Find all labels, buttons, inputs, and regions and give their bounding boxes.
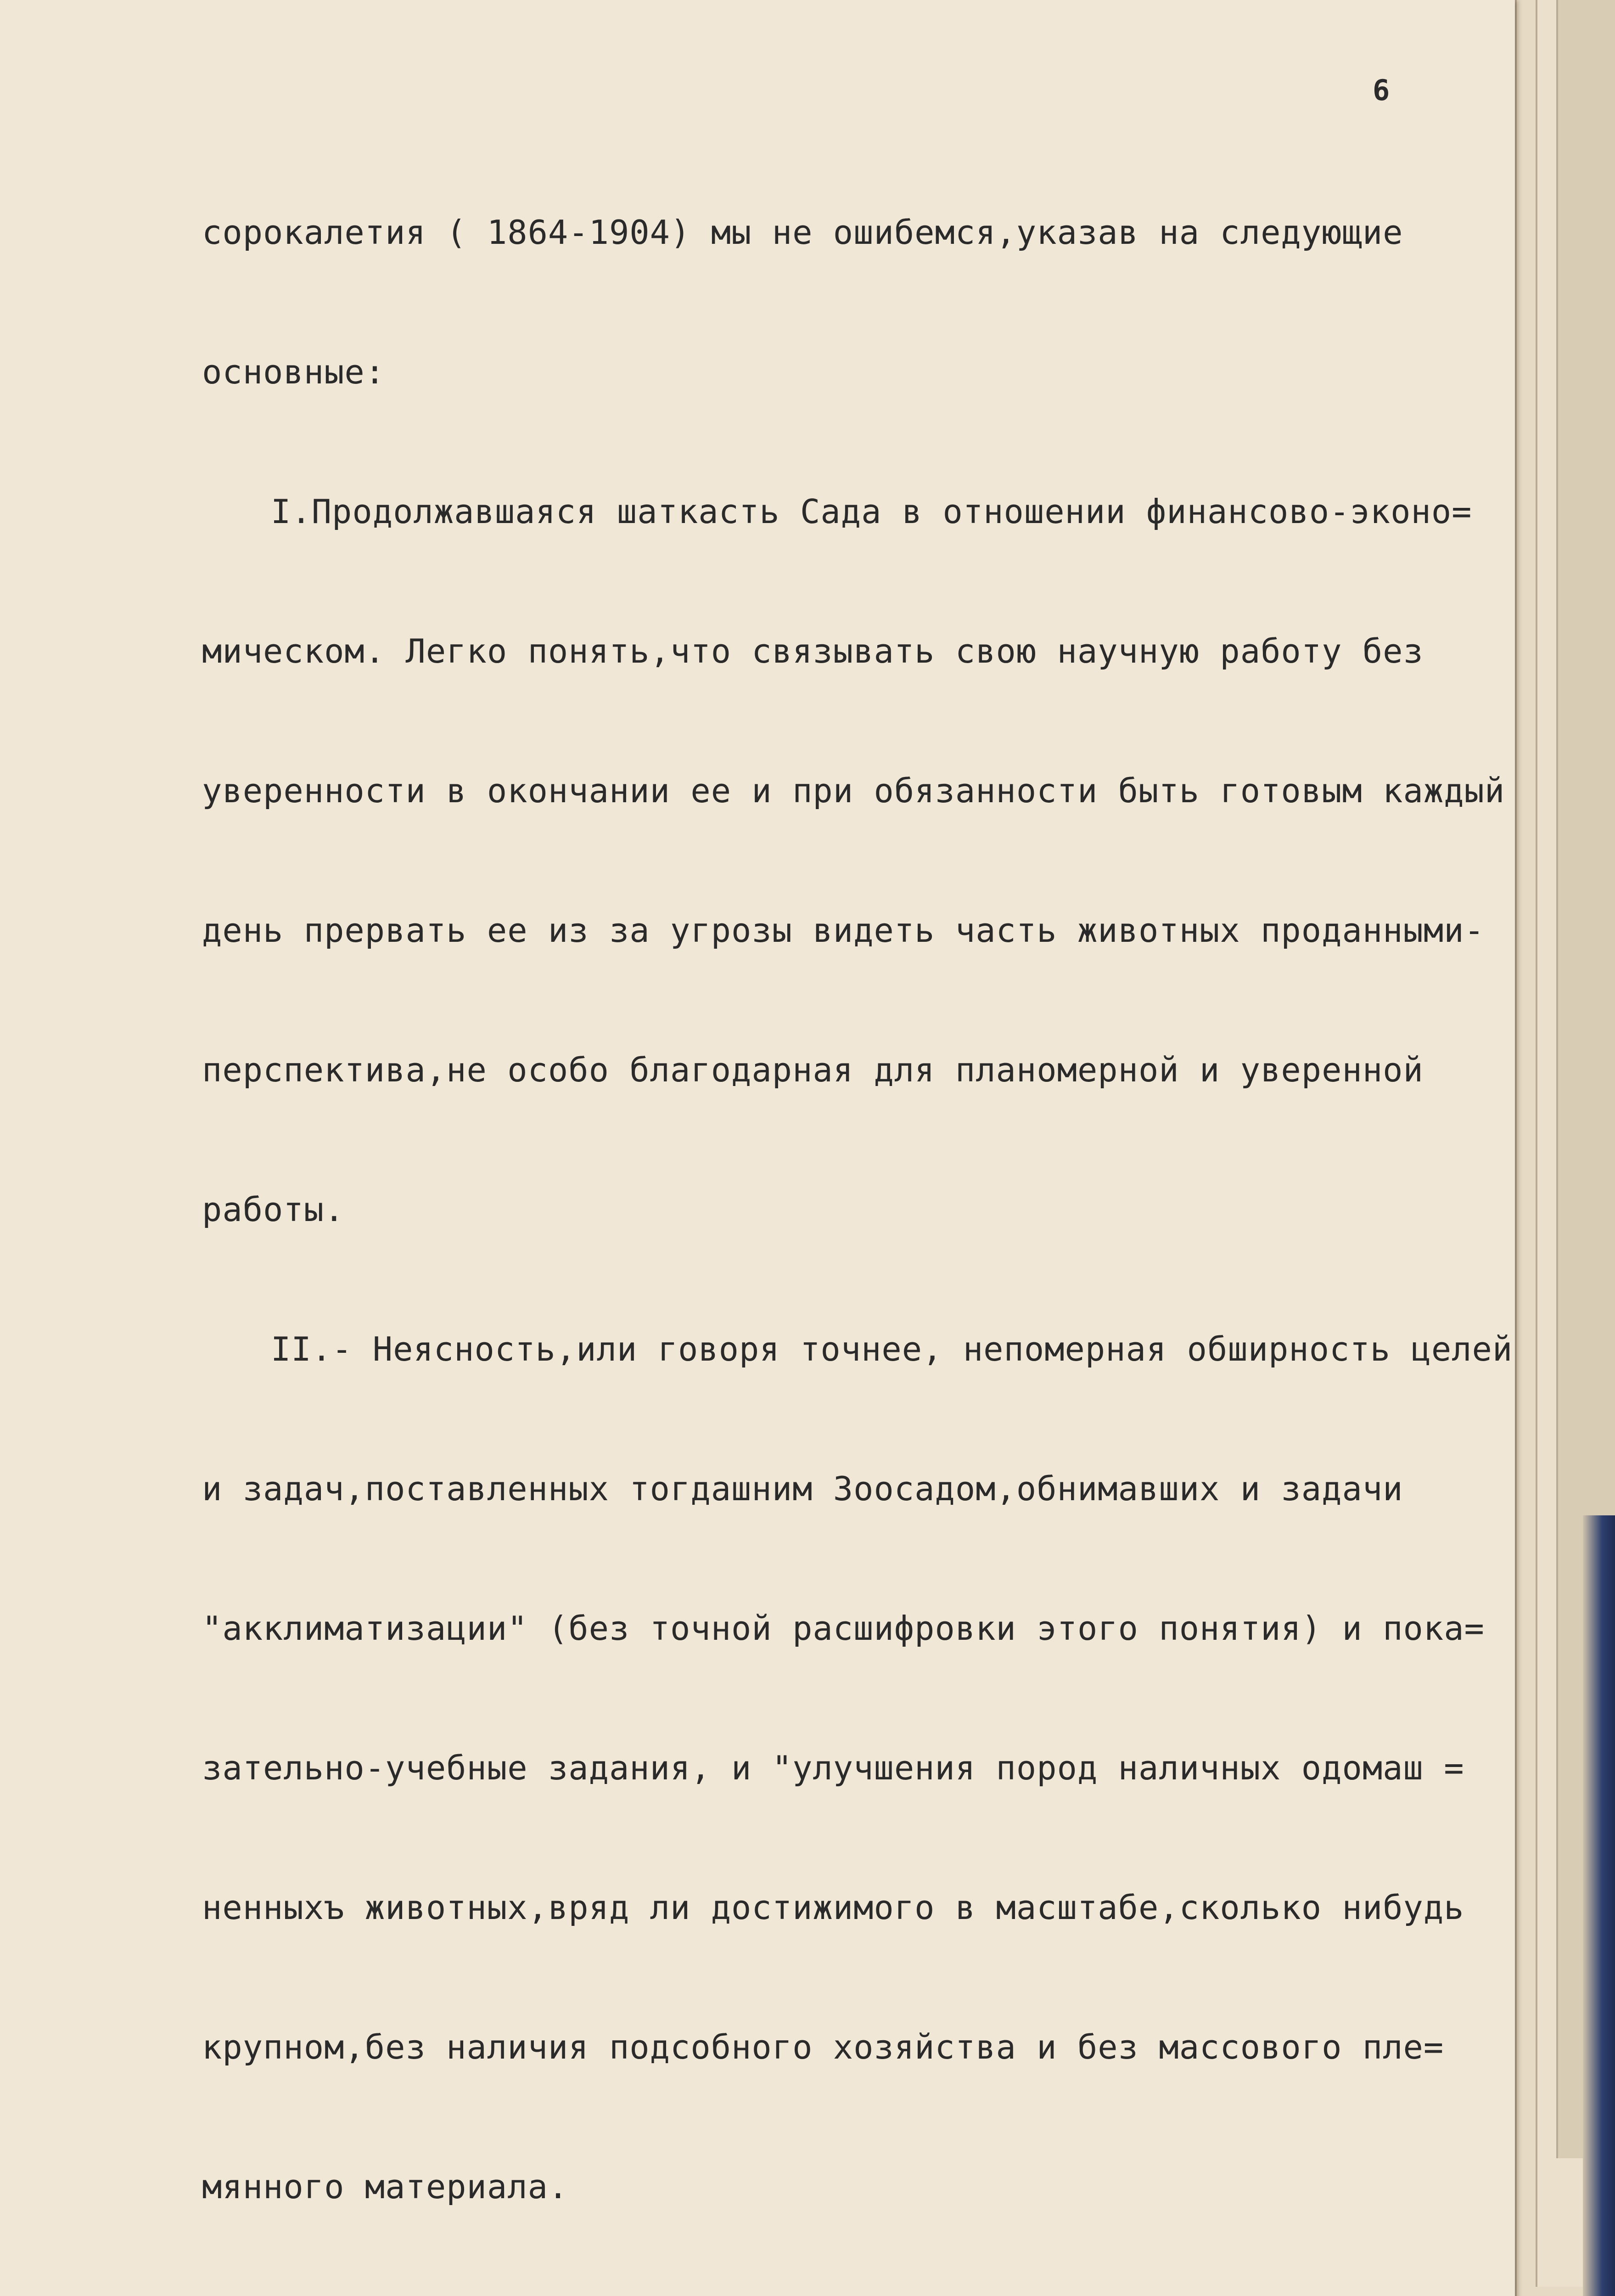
text-line: и задач,поставленных тогдашним Зоосадом,обнимавших и задачи <box>202 1469 1403 1508</box>
text-line: мическом. Легко понять,что связывать свою научную работу без <box>202 632 1424 670</box>
text-line: сорокалетия ( 1864-1904) мы не ошибемся,указав на следующие <box>202 213 1403 252</box>
text-line: мянного материала. <box>202 2167 569 2206</box>
text-line: перспектива,не особо благодарная для планомерной и уверенной <box>202 1051 1424 1089</box>
page-number: 6 <box>1373 73 1390 107</box>
text-line: работы. <box>202 1190 345 1229</box>
text-line: основные: <box>202 353 386 391</box>
text-line: зательно-учебные задания, и "улучшения пород наличных одомаш = <box>202 1749 1464 1787</box>
text-line: II.- Неясность,или говоря точнее, непомерная обширность целей <box>271 1330 1513 1368</box>
binding-edge <box>1583 1515 1615 2296</box>
text-line: "акклиматизации" (без точной расшифровки этого понятия) и пока= <box>202 1609 1485 1648</box>
typewritten-text <box>202 124 1513 2296</box>
text-line: день прервать ее из за угрозы видеть часть животных проданными- <box>202 911 1485 950</box>
text-line: уверенности в окончании ее и при обязанности быть готовым каждый <box>202 771 1505 810</box>
text-line: ненныхъ животных,вряд ли достижимого в масштабе,сколько нибудь <box>202 1888 1464 1927</box>
text-line: I.Продолжавшаяся шаткасть Сада в отношении финансово-эконо= <box>271 492 1472 531</box>
text-line: крупном,без наличия подсобного хозяйства и без массового пле= <box>202 2028 1444 2066</box>
